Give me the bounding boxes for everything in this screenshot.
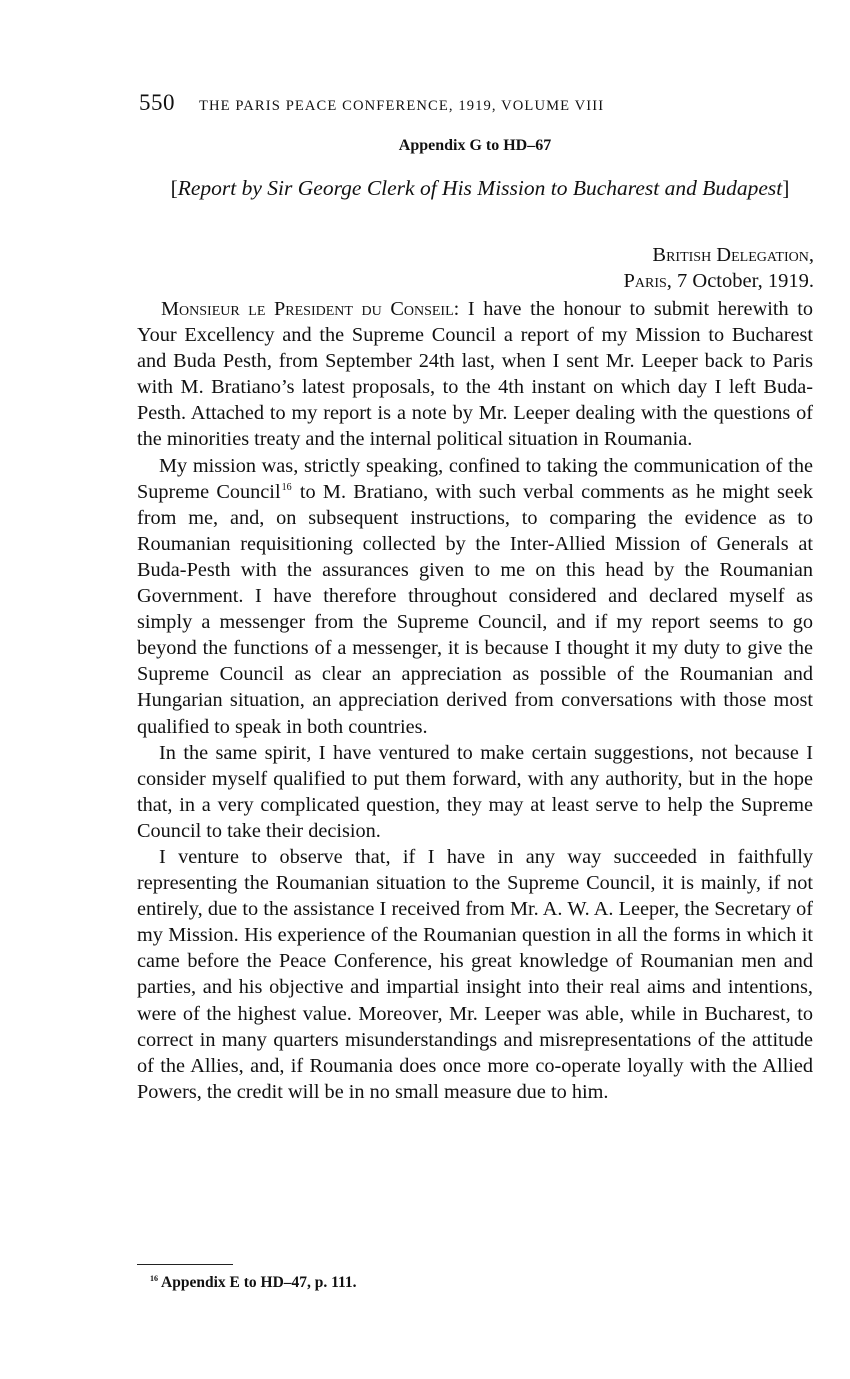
appendix-heading: Appendix G to HD–67 [398,137,552,154]
paragraph-2 [137,453,813,740]
letter-body [137,296,813,1105]
report-title-open-bracket: [ [170,176,178,200]
paragraph-4: I venture to observe that, if I have in any way succeeded in faithfully representing the Roumanian situation to the Supreme Council, it is mainly, if not entirely, due to the assistance I received from Mr. A. W. A. Leeper, the Secretary of my Mission. His experience of the Roumanian question in all the forms in which it came before the Peace Conference, his great knowledge of Roumanian men and parties, and his objective and impartial insight into their real aims and intentions, were of the highest value. Moreover, Mr. Leeper was able, while in Bucharest, to correct in many quarters misunderstandings and misrepresentations of the attitude of the Allies, and, if Roumania does once more co-operate loyally with the Allied Powers, the credit will be in no small measure due to him. [137,845,813,1103]
paragraph-2-text-b: to M. Bratiano, with such verbal comments as he might seek from me, and, on subsequent instructions, to comparing the evidence as to Roumanian requisitioning collected by the Inter-Allied Mission of Generals at Buda-Pesth with the assurances given to me on this head by the Roumanian Government. I have therefore throughout considered and declared myself as simply a messenger from the Supreme Council, and if my report seems to go beyond the functions of a messenger, it is because I thought it my duty to give the Supreme Council as clear an appreciation as possible of the Roumanian and Hungarian situation, an appreciation derived from conversations with those most qualified to speak in both countries. [137,480,813,738]
footnote-marker: 16 [150,1274,158,1283]
footnote-rule [137,1264,233,1265]
running-head [139,90,819,120]
running-head-title: THE PARIS PEACE CONFERENCE, 1919, VOLUME VIII [199,98,605,114]
report-title [160,175,800,202]
paragraph-1-text: I have the honour to submit herewith to Your Excellency and the Supreme Council a report of my Mission to Bucharest and Buda Pesth, from September 24th last, when I sent Mr. Leeper back to Paris with M. Bratiano’s latest proposals, to the 4th instant on which day I left Buda-Pesth. Attached to my report is a note by Mr. Leeper dealing with the questions of the minorities treaty and the internal political situation in Roumania. [137,298,813,451]
footnote-text: Appendix E to HD–47, p. 111. [161,1274,357,1292]
footnote-reference: 16 [281,481,292,493]
dateline-place: Paris, [623,270,672,292]
paragraph-2-text-a: My mission was, strictly speaking, confined to taking the communication of the Supreme Council [137,454,813,503]
report-title-text: Report by Sir George Clerk of His Mission to Bucharest and Budapest [177,176,783,200]
dateline [623,242,814,294]
dateline-date: 7 October, 1919. [677,270,814,292]
footnote [150,1274,357,1292]
salutation: Monsieur le President du Conseil: [161,298,460,320]
dateline-delegation: British Delegation, [652,244,814,266]
dateline-place-date [623,268,814,294]
report-title-close-bracket: ] [782,176,790,200]
paragraph-1 [137,296,813,453]
page-number: 550 [139,90,175,115]
paragraph-3: In the same spirit, I have ventured to make certain suggestions, not because I consider myself qualified to put them forward, with any authority, but in the hope that, in a very complicated question, they may at least serve to help the Supreme Council to take their decision. [137,741,813,842]
